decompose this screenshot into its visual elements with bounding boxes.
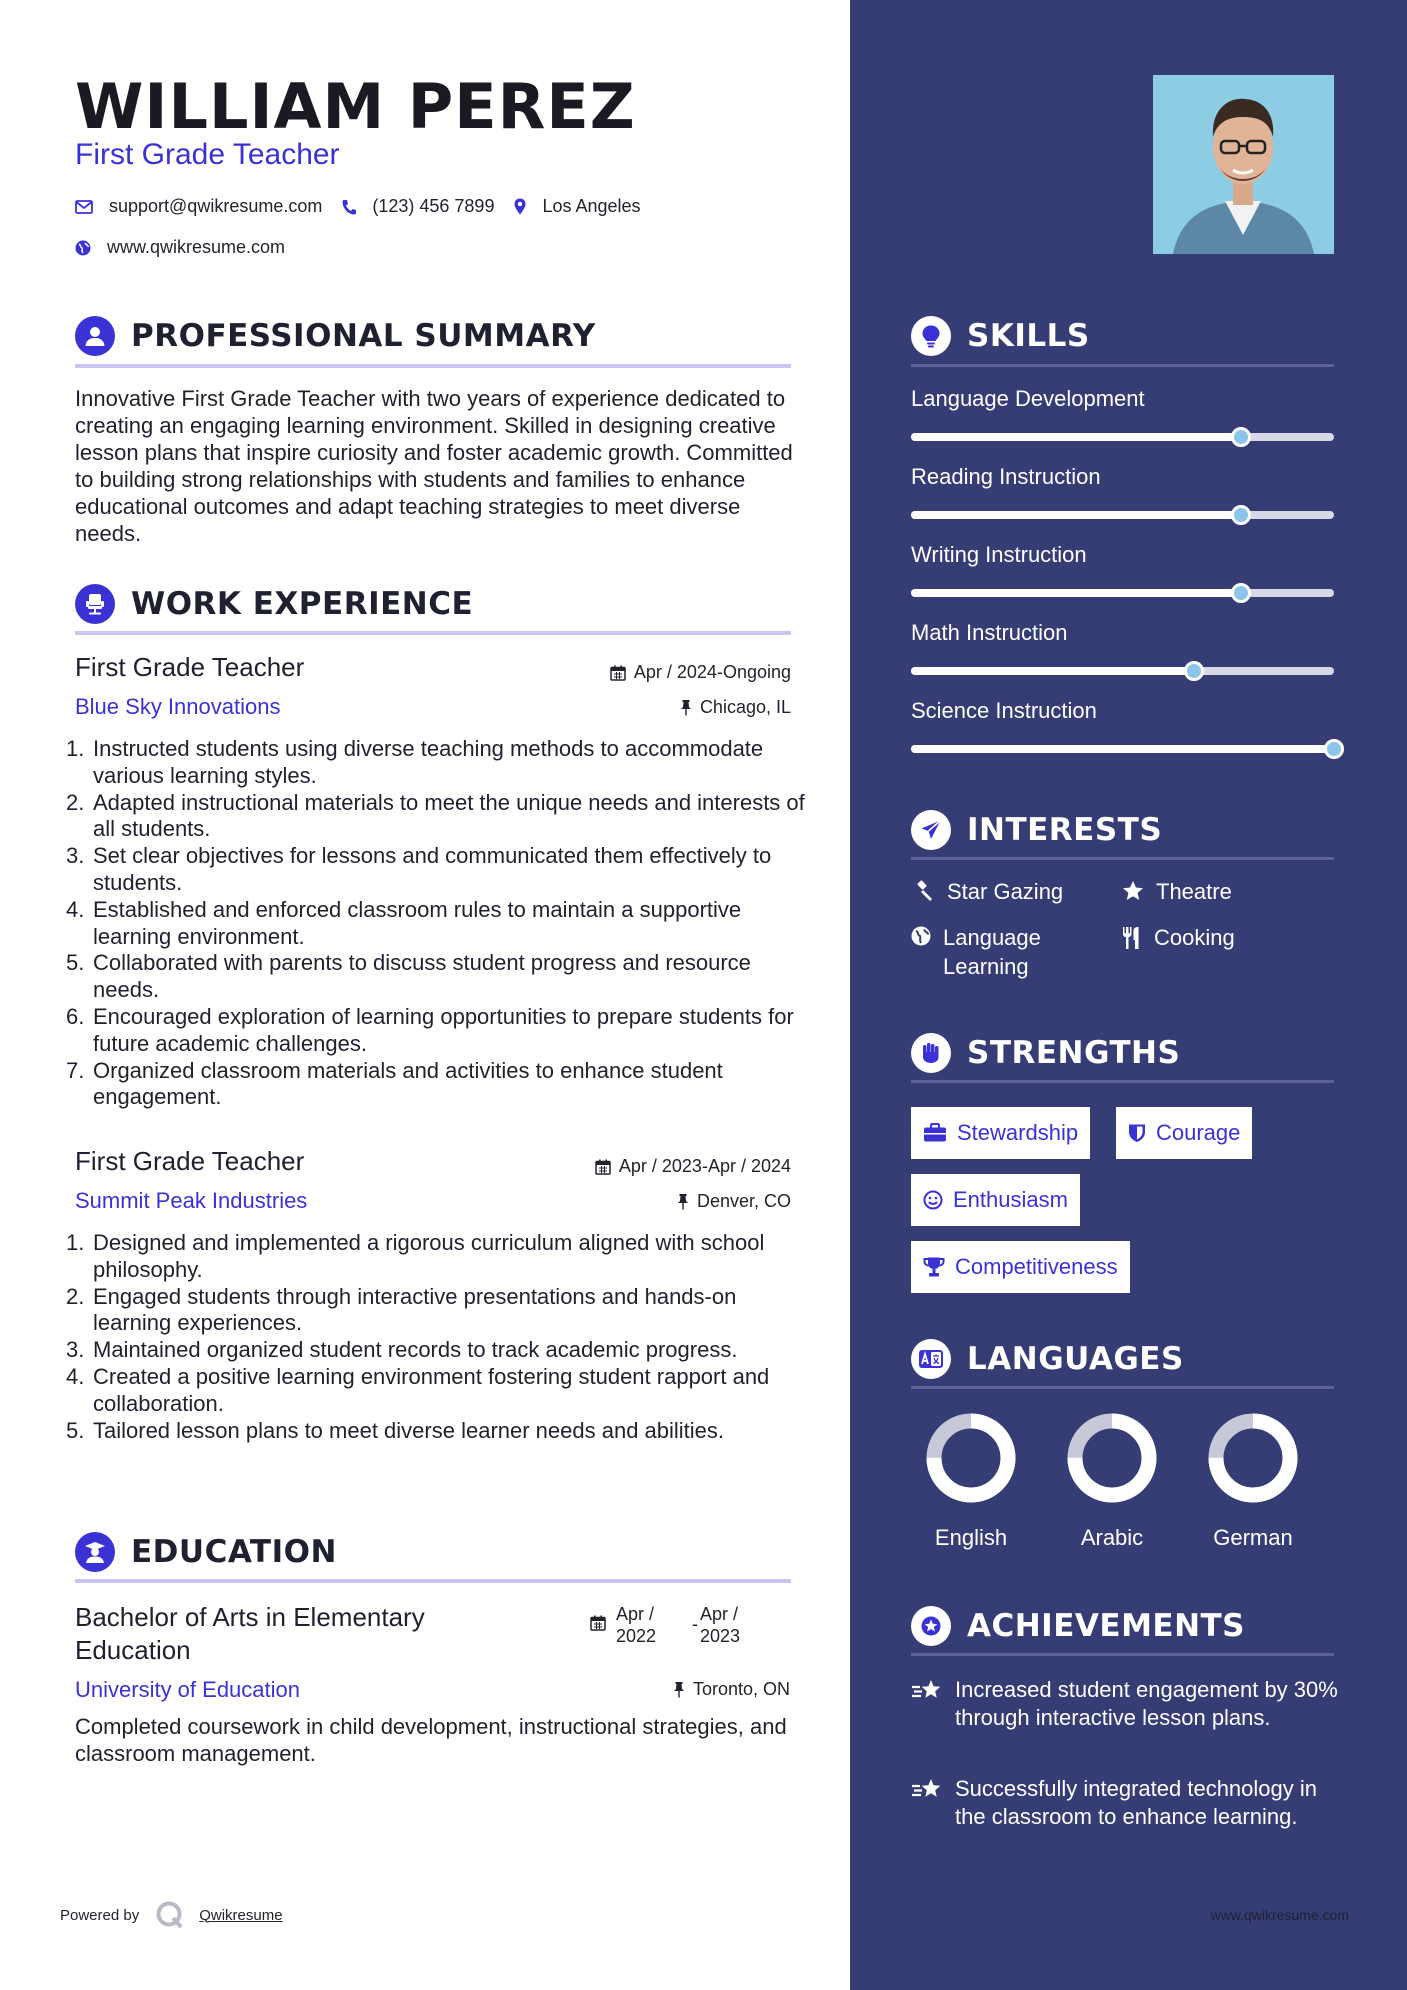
strength-chip-courage — [1116, 1107, 1252, 1159]
list-text: Adapted instructional materials to meet the unique needs and interests of all students. — [93, 789, 805, 842]
calendar-icon — [590, 1615, 606, 1631]
list-number: 7. — [66, 1057, 85, 1083]
qwikresume-link[interactable]: Qwikresume — [199, 1906, 283, 1924]
list-item — [66, 950, 806, 1004]
contact-email[interactable] — [75, 196, 322, 217]
skill-label: Math Instruction — [911, 620, 1068, 645]
skill-bar-knob — [1324, 739, 1344, 759]
job-2-title: First Grade Teacher — [75, 1146, 305, 1176]
list-number: 5. — [66, 950, 85, 976]
contact-row — [75, 196, 661, 217]
list-number: 1. — [66, 1230, 85, 1255]
paper-plane-icon — [911, 810, 951, 850]
school-name: University of Education — [75, 1677, 300, 1702]
trophy-icon — [923, 1256, 945, 1278]
globe-icon — [911, 926, 931, 946]
achievement-item-1 — [911, 1676, 1351, 1732]
lightbulb-icon — [911, 316, 951, 356]
interest-theatre — [1122, 877, 1232, 906]
languages-heading — [911, 1339, 1184, 1379]
skill-bar-fill — [911, 511, 1241, 519]
qwikresume-logo-icon — [155, 1900, 185, 1930]
shooting-star-icon — [911, 1678, 943, 1702]
experience-divider — [75, 631, 791, 635]
gavel-icon — [911, 880, 935, 904]
interest-label: Language Learning — [943, 925, 1041, 979]
skill-bar-fill — [911, 433, 1241, 441]
language-ring — [1205, 1410, 1301, 1506]
education-end-month: Apr / — [700, 1604, 739, 1624]
job-2-location-text: Denver, CO — [696, 1191, 791, 1211]
powered-by-label: Powered by — [60, 1906, 140, 1924]
list-text: Instructed students using diverse teaching methods to accommodate various learning styles. — [93, 736, 764, 788]
pushpin-icon — [673, 1681, 685, 1698]
skill-bar — [911, 667, 1334, 675]
summary-title: PROFESSIONAL SUMMARY — [131, 318, 596, 354]
language-label: Arabic — [1080, 1525, 1144, 1550]
interests-title: INTERESTS — [967, 812, 1163, 848]
skills-divider — [911, 364, 1334, 367]
list-number: 3. — [66, 843, 85, 869]
skill-bar-fill — [911, 667, 1194, 675]
language-ring — [923, 1410, 1019, 1506]
strength-chip-competitiveness — [911, 1241, 1130, 1293]
user-icon — [75, 316, 115, 356]
list-number: 1. — [66, 736, 85, 761]
list-text: Created a positive learning environment fostering student rapport and collaboration. — [93, 1363, 770, 1416]
phone-icon — [342, 199, 356, 215]
experience-heading — [75, 584, 473, 624]
job-1-bullets — [66, 736, 806, 1111]
job-1-dates-text: Apr / 2024-Ongoing — [633, 662, 791, 682]
interest-label: Theatre — [1156, 879, 1232, 904]
interest-label: Star Gazing — [947, 879, 1064, 904]
summary-divider — [75, 364, 791, 368]
shooting-star-icon — [911, 1777, 943, 1801]
interests-divider — [911, 857, 1334, 860]
education-heading — [75, 1532, 337, 1572]
list-number: 6. — [66, 1003, 85, 1029]
job-1-dates — [610, 662, 791, 683]
website-text: www.qwikresume.com — [107, 237, 286, 257]
skill-bar — [911, 745, 1334, 753]
list-item — [66, 1418, 806, 1445]
achievement-item-2 — [911, 1775, 1351, 1831]
list-number: 5. — [66, 1417, 85, 1443]
medal-star-icon — [911, 1606, 951, 1646]
calendar-icon — [595, 1159, 611, 1175]
list-text: Collaborated with parents to discuss student progress and resource needs. — [93, 950, 751, 1003]
shield-icon — [1128, 1123, 1146, 1143]
list-item — [66, 736, 806, 790]
education-divider — [75, 1579, 791, 1583]
skill-label: Science Instruction — [911, 698, 1097, 723]
list-text: Maintained organized student records to track academic progress. — [93, 1337, 738, 1363]
job-2-location — [677, 1191, 791, 1212]
strength-label: Competitiveness — [955, 1254, 1118, 1279]
candidate-title: First Grade Teacher — [75, 138, 340, 171]
degree-line-1: Bachelor of Arts in Elementary — [75, 1602, 425, 1632]
education-start-year: 2022 — [616, 1626, 657, 1646]
degree-line-2: Education — [75, 1635, 191, 1665]
education-end — [700, 1603, 740, 1647]
globe-icon — [75, 240, 91, 256]
skill-bar-knob — [1231, 583, 1251, 603]
email-text: support@qwikresume.com — [109, 196, 323, 216]
list-item — [66, 1004, 806, 1058]
list-item — [66, 790, 806, 844]
list-item — [66, 1058, 806, 1112]
skill-label: Language Development — [911, 386, 1145, 411]
interest-language-learning — [911, 923, 1071, 981]
list-item — [66, 1337, 806, 1364]
language-label: German — [1213, 1525, 1293, 1550]
skill-bar-knob — [1231, 427, 1251, 447]
experience-title: WORK EXPERIENCE — [131, 586, 474, 622]
education-dates — [590, 1603, 740, 1647]
language-ring — [1064, 1410, 1160, 1506]
list-number: 2. — [66, 789, 85, 815]
summary-text: Innovative First Grade Teacher with two years of experience dedicated to creating an engaging learning environment. Skilled in designing creative lesson plans that inspire curiosity and foster academic growth. Committed to building strong relationships with students and families to enhance educational outcomes and adapt teaching strategies to meet diverse needs. — [75, 386, 793, 546]
education-title: EDUCATION — [131, 1534, 337, 1570]
skill-label: Writing Instruction — [911, 542, 1087, 567]
job-1-location — [680, 697, 791, 718]
list-number: 4. — [66, 1363, 85, 1389]
job-1-company: Blue Sky Innovations — [75, 694, 281, 719]
envelope-icon — [75, 200, 93, 214]
skill-bar-fill — [911, 745, 1334, 753]
skills-heading — [911, 316, 1090, 356]
list-number: 2. — [66, 1283, 85, 1309]
graduate-icon — [75, 1532, 115, 1572]
degree-title — [75, 1601, 425, 1667]
star-icon — [1122, 880, 1144, 902]
job-1-location-text: Chicago, IL — [699, 697, 791, 717]
map-pin-icon — [514, 198, 526, 215]
education-location — [673, 1679, 790, 1700]
utensils-icon — [1122, 926, 1142, 950]
profile-photo — [1153, 75, 1334, 254]
skill-bar-knob — [1231, 505, 1251, 525]
skills-title: SKILLS — [967, 318, 1090, 354]
job-2-company: Summit Peak Industries — [75, 1188, 308, 1213]
skill-bar-knob — [1184, 661, 1204, 681]
strength-label: Stewardship — [957, 1120, 1079, 1145]
skill-label: Reading Instruction — [911, 464, 1101, 489]
list-text: Tailored lesson plans to meet diverse learner needs and abilities. — [93, 1417, 725, 1443]
skill-bar — [911, 433, 1334, 441]
briefcase-icon — [923, 1123, 947, 1143]
contact-location — [514, 196, 640, 217]
job-2-bullets — [66, 1230, 806, 1444]
list-item — [66, 843, 806, 897]
list-text: Established and enforced classroom rules to maintain a supportive learning environment. — [93, 896, 742, 949]
education-description: Completed coursework in child development, instructional strategies, and classroom management. — [75, 1714, 787, 1766]
pushpin-icon — [677, 1193, 689, 1210]
sidebar — [850, 0, 1407, 1990]
languages-title: LANGUAGES — [967, 1341, 1184, 1377]
smile-icon — [923, 1190, 943, 1210]
education-date-dash: - — [692, 1614, 698, 1634]
contact-website[interactable] — [75, 237, 285, 258]
skill-bar — [911, 511, 1334, 519]
interests-heading — [911, 810, 1162, 850]
interest-label: Cooking — [1154, 925, 1235, 950]
contact-phone[interactable] — [342, 196, 494, 217]
phone-text: (123) 456 7899 — [372, 196, 495, 216]
list-number: 3. — [66, 1337, 85, 1363]
summary-heading — [75, 316, 596, 356]
language-label: English — [934, 1525, 1008, 1550]
achievements-title: ACHIEVEMENTS — [967, 1608, 1246, 1644]
list-text: Organized classroom materials and activities to enhance student engagement. — [93, 1057, 723, 1110]
skill-bar-fill — [911, 589, 1241, 597]
interest-star-gazing — [911, 877, 1063, 906]
list-text: Encouraged exploration of learning opportunities to prepare students for future academic challenges. — [93, 1003, 794, 1056]
list-text: Engaged students through interactive presentations and hands-on learning experiences. — [93, 1283, 737, 1336]
job-1-title: First Grade Teacher — [75, 652, 305, 682]
education-location-text: Toronto, ON — [692, 1679, 790, 1699]
achievements-divider — [911, 1653, 1334, 1656]
website-row — [75, 237, 305, 258]
education-start — [616, 1603, 692, 1647]
education-end-year: 2023 — [700, 1626, 741, 1646]
powered-by — [60, 1900, 283, 1930]
translate-icon — [911, 1339, 951, 1379]
interest-cooking — [1122, 923, 1235, 952]
strengths-divider — [911, 1080, 1334, 1083]
job-2-dates-text: Apr / 2023-Apr / 2024 — [618, 1156, 791, 1176]
calendar-icon — [610, 665, 626, 681]
raised-fist-icon — [911, 1033, 951, 1073]
strength-label: Enthusiasm — [953, 1187, 1068, 1212]
footer-site[interactable]: www.qwikresume.com — [1210, 1907, 1349, 1923]
skill-bar — [911, 589, 1334, 597]
strengths-title: STRENGTHS — [967, 1035, 1181, 1071]
strength-label: Courage — [1156, 1120, 1241, 1145]
list-text: Designed and implemented a rigorous curriculum aligned with school philosophy. — [93, 1230, 765, 1282]
achievements-heading — [911, 1606, 1245, 1646]
strength-chip-stewardship — [911, 1107, 1090, 1159]
chair-icon — [75, 584, 115, 624]
list-item — [66, 1230, 806, 1284]
strengths-heading — [911, 1033, 1180, 1073]
languages-divider — [911, 1386, 1334, 1389]
education-start-month: Apr / — [616, 1604, 655, 1624]
candidate-name: WILLIAM PEREZ — [75, 70, 636, 143]
list-number: 4. — [66, 896, 85, 922]
list-item — [66, 1364, 806, 1418]
achievement-text: Successfully integrated technology in the classroom to enhance learning. — [955, 1776, 1317, 1829]
list-item — [66, 897, 806, 951]
list-item — [66, 1284, 806, 1338]
list-text: Set clear objectives for lessons and communicated them effectively to students. — [93, 843, 772, 895]
strength-chip-enthusiasm — [911, 1174, 1080, 1226]
achievement-text: Increased student engagement by 30% through interactive lesson plans. — [955, 1677, 1338, 1730]
job-2-dates — [595, 1156, 791, 1177]
pushpin-icon — [680, 699, 692, 716]
location-text: Los Angeles — [542, 196, 641, 216]
